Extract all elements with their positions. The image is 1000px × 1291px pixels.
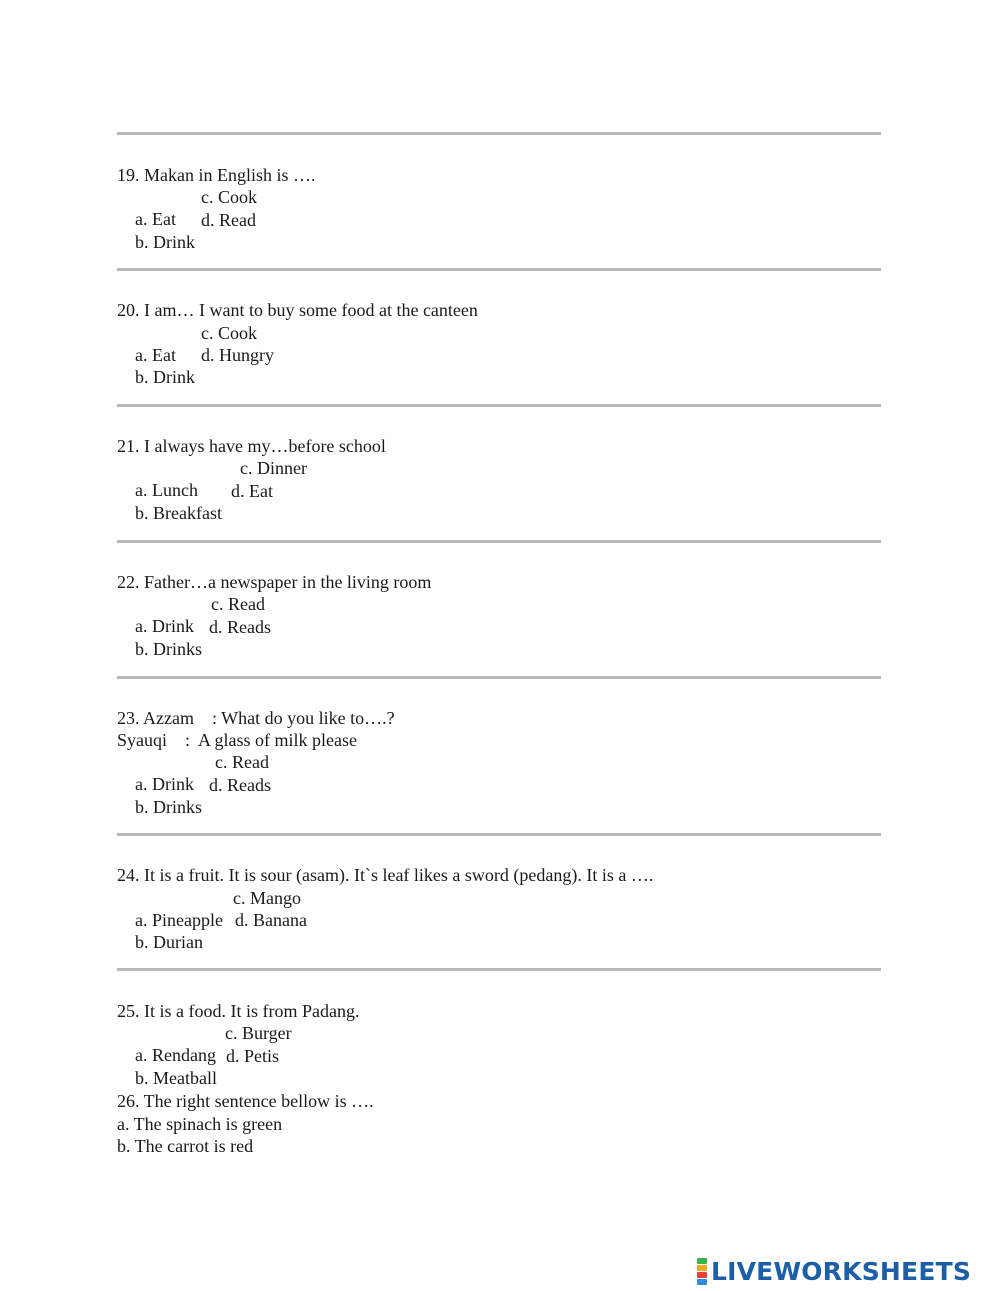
option-a[interactable]: a. Pineapple [135, 910, 223, 930]
logo-square [697, 1279, 707, 1285]
question-23-dialogue: Syauqi : A glass of milk please [117, 730, 357, 750]
option-a[interactable]: a. Lunch [135, 480, 198, 500]
question-22-text: 22. Father…a newspaper in the living room [117, 572, 432, 592]
logo-mark-icon [697, 1258, 707, 1285]
option-a[interactable]: a. Drink [135, 616, 194, 636]
option-b[interactable]: b. Breakfast [135, 503, 222, 523]
question-21-option-row-2 [117, 480, 273, 568]
question-23-text: 23. Azzam : What do you like to….? [117, 708, 395, 728]
question-24-text: 24. It is a fruit. It is sour (asam). It`s leaf likes a sword (pedang). It is a …. [117, 865, 654, 885]
option-a[interactable]: a. Drink [135, 774, 194, 794]
logo-text: LIVEWORKSHEETS [711, 1256, 972, 1286]
option-c[interactable]: c. Read [211, 594, 265, 614]
logo-square [697, 1265, 707, 1271]
option-a[interactable]: a. Eat [135, 209, 176, 229]
option-d[interactable]: d. Read [201, 210, 256, 230]
divider [117, 132, 881, 135]
option-d[interactable]: d. Petis [226, 1046, 280, 1066]
option-b[interactable]: b. Meatball [135, 1068, 217, 1088]
divider [117, 268, 881, 271]
option-c[interactable]: c. Dinner [240, 458, 307, 478]
divider [117, 676, 881, 679]
option-d[interactable]: d. Banana [235, 910, 307, 930]
option-b[interactable]: b. Drink [135, 367, 195, 387]
option-c[interactable]: c. Mango [233, 888, 301, 908]
question-20-option-row-2 [117, 344, 274, 432]
question-26-text: 26. The right sentence bellow is …. [117, 1091, 374, 1111]
divider [117, 968, 881, 971]
option-b[interactable]: b. Drinks [135, 639, 202, 659]
logo-square [697, 1272, 707, 1278]
question-23-option-row-2 [117, 774, 271, 862]
option-a[interactable]: a. Rendang [135, 1045, 216, 1065]
question-22-option-row-2 [117, 616, 271, 704]
option-d[interactable]: d. Reads [209, 617, 271, 637]
divider [117, 540, 881, 543]
question-19-option-row-2 [117, 209, 256, 297]
option-d[interactable]: d. Reads [209, 775, 271, 795]
option-c[interactable]: c. Cook [201, 323, 257, 343]
question-20-text: 20. I am… I want to buy some food at the canteen [117, 300, 478, 320]
logo-square [697, 1258, 707, 1264]
option-c[interactable]: c. Read [215, 752, 269, 772]
option-d[interactable]: d. Hungry [201, 345, 274, 365]
question-24-option-row-2 [117, 909, 307, 997]
option-b[interactable]: b. Drinks [135, 797, 202, 817]
option-a[interactable]: a. Eat [135, 345, 176, 365]
option-b[interactable]: b. Durian [135, 932, 203, 952]
option-a[interactable]: a. The spinach is green [117, 1114, 283, 1134]
divider [117, 404, 881, 407]
question-21-text: 21. I always have my…before school [117, 436, 386, 456]
divider [117, 833, 881, 836]
question-25-text: 25. It is a food. It is from Padang. [117, 1001, 360, 1021]
option-d[interactable]: d. Eat [231, 481, 273, 501]
option-c[interactable]: c. Burger [225, 1023, 292, 1043]
option-b[interactable]: b. Drink [135, 232, 195, 252]
option-b[interactable]: b. The carrot is red [117, 1136, 254, 1156]
liveworksheets-logo [697, 1256, 971, 1286]
option-c[interactable]: c. Cook [201, 187, 257, 207]
question-19-text: 19. Makan in English is …. [117, 165, 316, 185]
